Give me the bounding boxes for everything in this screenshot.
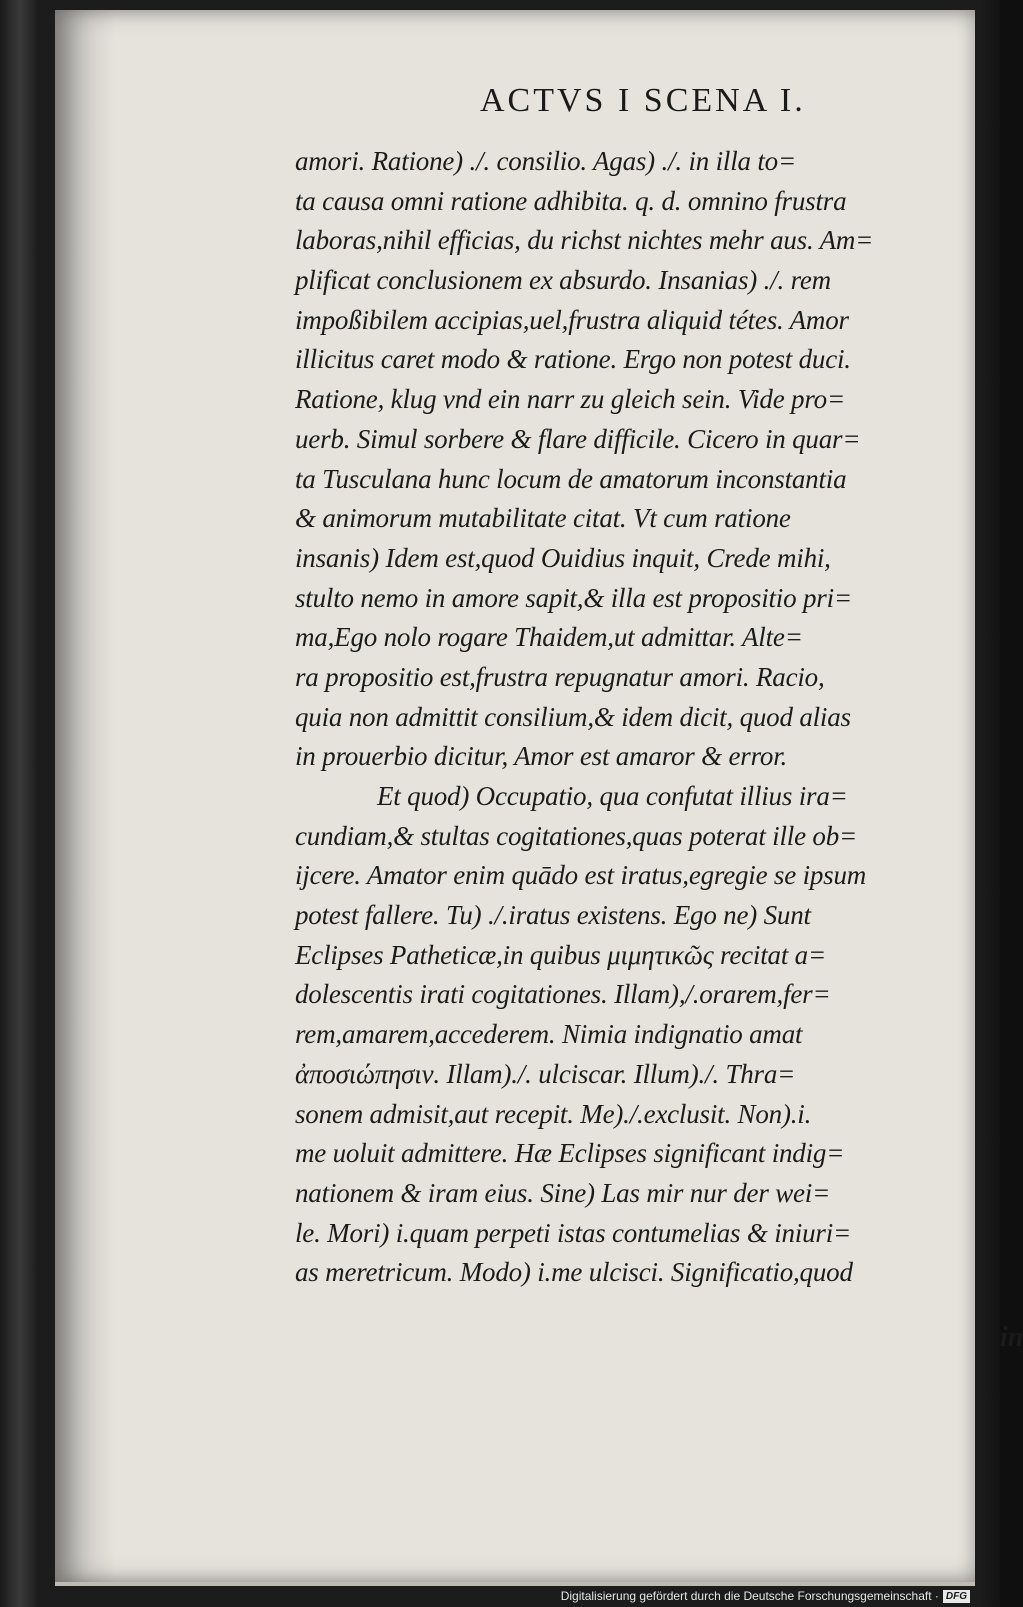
text-line: cundiam,& stultas cogitationes,quas poterat ille ob= — [295, 820, 858, 851]
text-line: nationem & iram eius. Sine) Las mir nur der wei= — [295, 1177, 831, 1208]
dfg-logo-icon: DFG — [943, 1590, 970, 1603]
text-line: Et quod) Occupatio, qua confutat illius ira= — [377, 781, 848, 811]
text-line: ta causa omni ratione adhibita. q. d. omnino frustra — [295, 185, 847, 216]
text-line: illicitus caret modo & ratione. Ergo non potest duci. — [295, 344, 851, 375]
catchword: in — [1000, 1322, 1023, 1353]
text-line: laboras,nihil efficias, du richst nichtes mehr aus. Am= — [295, 225, 874, 256]
text-line: insanis) Idem est,quod Ouidius inquit, Crede mihi, — [295, 542, 831, 573]
text-line: stulto nemo in amore sapit,& illa est propositio pri= — [295, 582, 852, 613]
text-line: amori. Ratione) ./. consilio. Agas) ./. in illa to= — [295, 146, 797, 176]
running-head: ACTVS I SCENA I. — [480, 82, 806, 119]
text-line: potest fallere. Tu) ./.iratus existens. Ego ne) Sunt — [295, 900, 811, 931]
text-line: Ratione, klug vnd ein narr zu gleich sein. Vide pro= — [295, 384, 845, 415]
text-block — [295, 142, 955, 1293]
text-line: as meretricum. Modo) i.me ulcisci. Significatio,quod — [295, 1257, 853, 1288]
text-line: impoßibilem accipias,uel,frustra aliquid tétes. Amor — [295, 304, 849, 335]
text-line: ijcere. Amator enim quādo est iratus,egregie se ipsum — [295, 860, 867, 891]
text-line: me uoluit admittere. Hæ Eclipses significant indig= — [295, 1138, 845, 1169]
book-page — [55, 10, 1023, 1582]
text-line: ta Tusculana hunc locum de amatorum inconstantia — [295, 463, 847, 494]
text-line: Eclipses Patheticæ,in quibus μιμητικῶς recitat a= — [295, 939, 827, 970]
text-line: in prouerbio dicitur, Amor est amaror & error. — [295, 741, 788, 772]
text-line: rem,amarem,accederem. Nimia indignatio amat — [295, 1019, 803, 1050]
digitization-footer — [561, 1587, 970, 1605]
text-line: uerb. Simul sorbere & flare difficile. Cicero in quar= — [295, 423, 861, 454]
text-line: ἀποσιώπησιν. Illam)./. ulciscar. Illum)./. Thra= — [295, 1058, 796, 1089]
text-line: ma,Ego nolo rogare Thaidem,ut admittar. Alte= — [295, 622, 803, 653]
text-line: & animorum mutabilitate citat. Vt cum ratione — [295, 503, 791, 534]
text-line: plificat conclusionem ex absurdo. Insanias) ./. rem — [295, 265, 831, 296]
text-line: dolescentis irati cogitationes. Illam),/.orarem,fer= — [295, 979, 831, 1010]
text-line: le. Mori) i.quam perpeti istas contumelias & iniuri= — [295, 1217, 852, 1248]
text-line: ra propositio est,frustra repugnatur amori. Racio, — [295, 661, 825, 692]
footer-credit: Digitalisierung gefördert durch die Deutsche Forschungsgemeinschaft · — [560, 1589, 939, 1603]
page-bottom-edge — [55, 1582, 975, 1586]
text-line: sonem admisit,aut recepit. Me)./.exclusit. Non).i. — [295, 1098, 812, 1129]
text-line: quia non admittit consilium,& idem dicit, quod alias — [295, 701, 851, 732]
